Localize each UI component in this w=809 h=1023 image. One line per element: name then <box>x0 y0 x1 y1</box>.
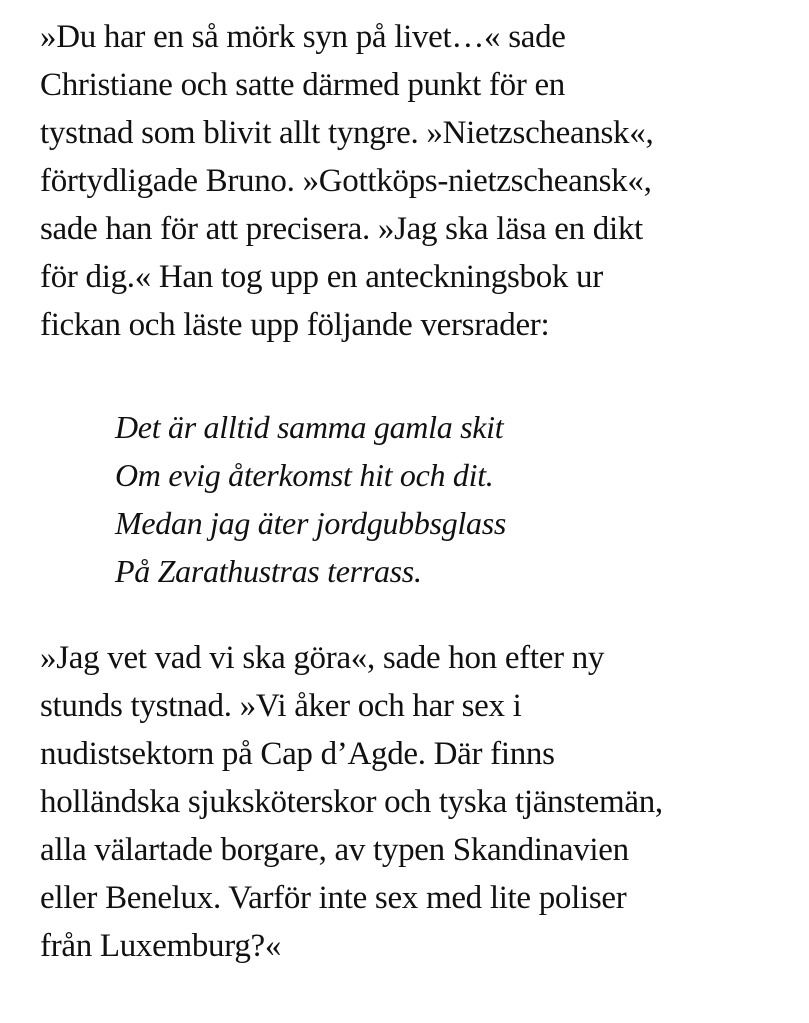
poem-line: Om evig återkomst hit och dit. <box>115 457 494 493</box>
text-line: från Luxemburg?« <box>40 928 282 964</box>
text-line: sade han för att precisera. »Jag ska läsa en dikt <box>40 211 643 247</box>
text-line: för dig.« Han tog upp en anteckningsbok ur <box>40 259 603 295</box>
text-line: »Du har en så mörk syn på livet…« sade <box>40 19 566 55</box>
poem-line: Medan jag äter jordgubbsglass <box>115 505 507 541</box>
text-line: tystnad som blivit allt tyngre. »Nietzscheansk«, <box>40 115 654 151</box>
poem-line: Det är alltid samma gamla skit <box>115 409 504 445</box>
poem-block <box>115 403 775 595</box>
text-line: eller Benelux. Varför inte sex med lite poliser <box>40 880 627 916</box>
text-line: alla välartade borgare, av typen Skandinavien <box>40 832 629 868</box>
text-line: förtydligade Bruno. »Gottköps-nietzscheansk«, <box>40 163 652 199</box>
text-line: stunds tystnad. »Vi åker och har sex i <box>40 688 522 724</box>
text-line: nudistsektorn på Cap d’Agde. Där finns <box>40 736 555 772</box>
text-line: Christiane och satte därmed punkt för en <box>40 67 566 103</box>
poem-line: På Zarathustras terrass. <box>115 553 422 589</box>
paragraph-2 <box>40 634 800 970</box>
text-line: fickan och läste upp följande versrader: <box>40 307 550 343</box>
paragraph-1 <box>40 13 800 349</box>
text-line: holländska sjuksköterskor och tyska tjänstemän, <box>40 784 663 820</box>
text-line: »Jag vet vad vi ska göra«, sade hon efter ny <box>40 640 605 676</box>
